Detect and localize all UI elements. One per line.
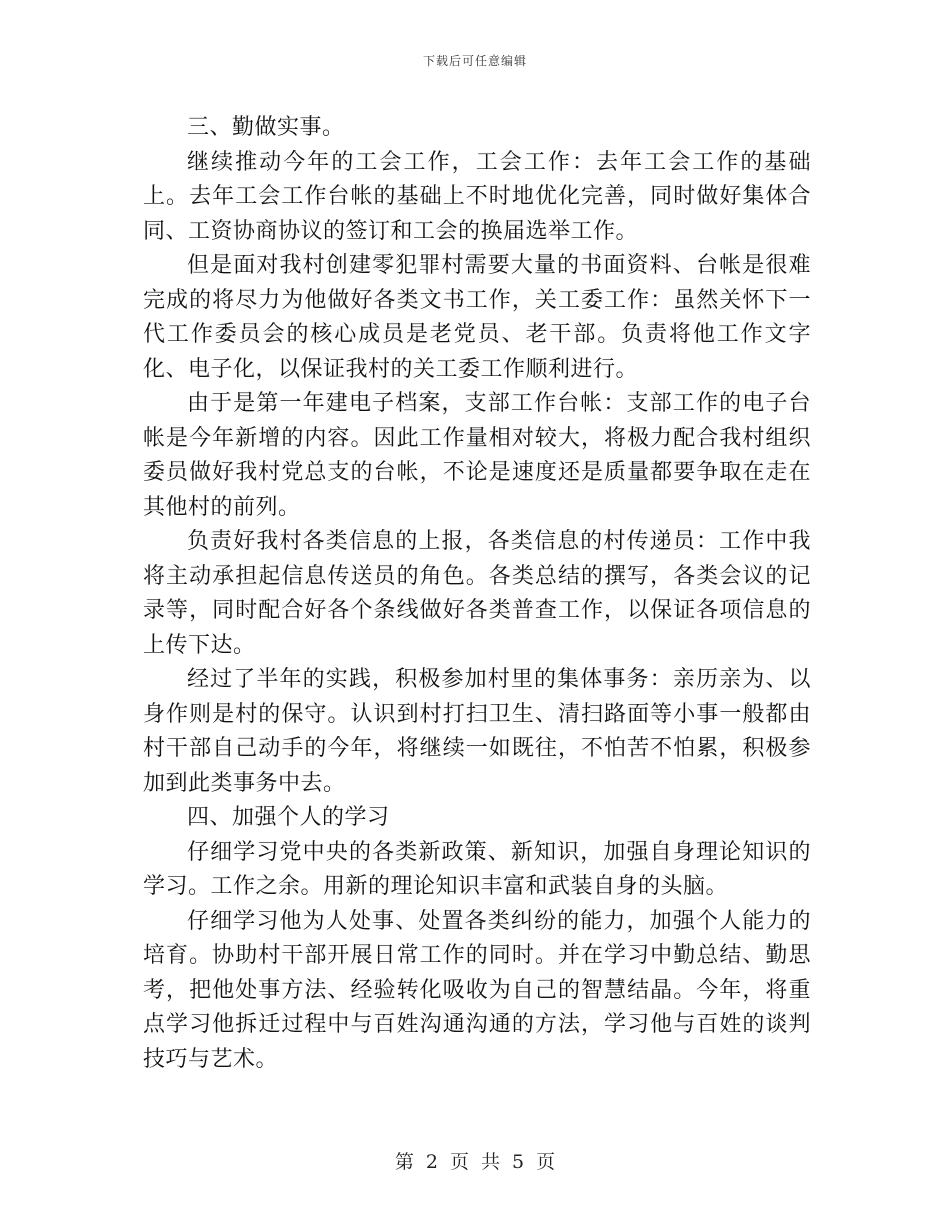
paragraph: 仔细学习党中央的各类新政策、新知识，加强自身理论知识的学习。工作之余。用新的理论知识丰富和武装自身的头脑。 (143, 839, 811, 899)
page-header: 下载后可任意编辑 (422, 54, 527, 68)
page-number: 第 2 页 共 5 页 (394, 1151, 556, 1173)
paragraph: 但是面对我村创建零犯罪村需要大量的书面资料、台帐是很难完成的将尽力为他做好各类文书工作，关工委工作：虽然关怀下一代工作委员会的核心成员是老党员、老干部。负责将他工作文字化、电子化，以保证我村的关工委工作顺利进行。 (143, 253, 811, 382)
section-heading-4: 四、加强个人的学习 (187, 805, 390, 830)
section-heading-3: 三、勤做实事。 (187, 115, 345, 140)
document-body (143, 111, 811, 1077)
paragraph: 由于是第一年建电子档案，支部工作台帐：支部工作的电子台帐是今年新增的内容。因此工作量相对较大，将极力配合我村组织委员做好我村党总支的台帐，不论是速度还是质量都要争取在走在其他村的前列。 (143, 391, 811, 520)
paragraph: 继续推动今年的工会工作，工会工作：去年工会工作的基础上。去年工会工作台帐的基础上不时地优化完善，同时做好集体合同、工资协商协议的签订和工会的换届选举工作。 (143, 149, 811, 244)
paragraph: 负责好我村各类信息的上报，各类信息的村传递员：工作中我将主动承担起信息传送员的角色。各类总结的撰写，各类会议的记录等，同时配合好各个条线做好各类普查工作，以保证各项信息的上传下达。 (143, 529, 811, 658)
paragraph: 仔细学习他为人处事、处置各类纠纷的能力，加强个人能力的培育。协助村干部开展日常工作的同时。并在学习中勤总结、勤思考，把他处事方法、经验转化吸收为自己的智慧结晶。今年，将重点学习他拆迁过程中与百姓沟通沟通的方法，学习他与百姓的谈判技巧与艺术。 (143, 908, 811, 1072)
paragraph: 经过了半年的实践，积极参加村里的集体事务：亲历亲为、以身作则是村的保守。认识到村打扫卫生、清扫路面等小事一般都由村干部自己动手的今年，将继续一如既往，不怕苦不怕累，积极参加到此类事务中去。 (143, 667, 811, 796)
